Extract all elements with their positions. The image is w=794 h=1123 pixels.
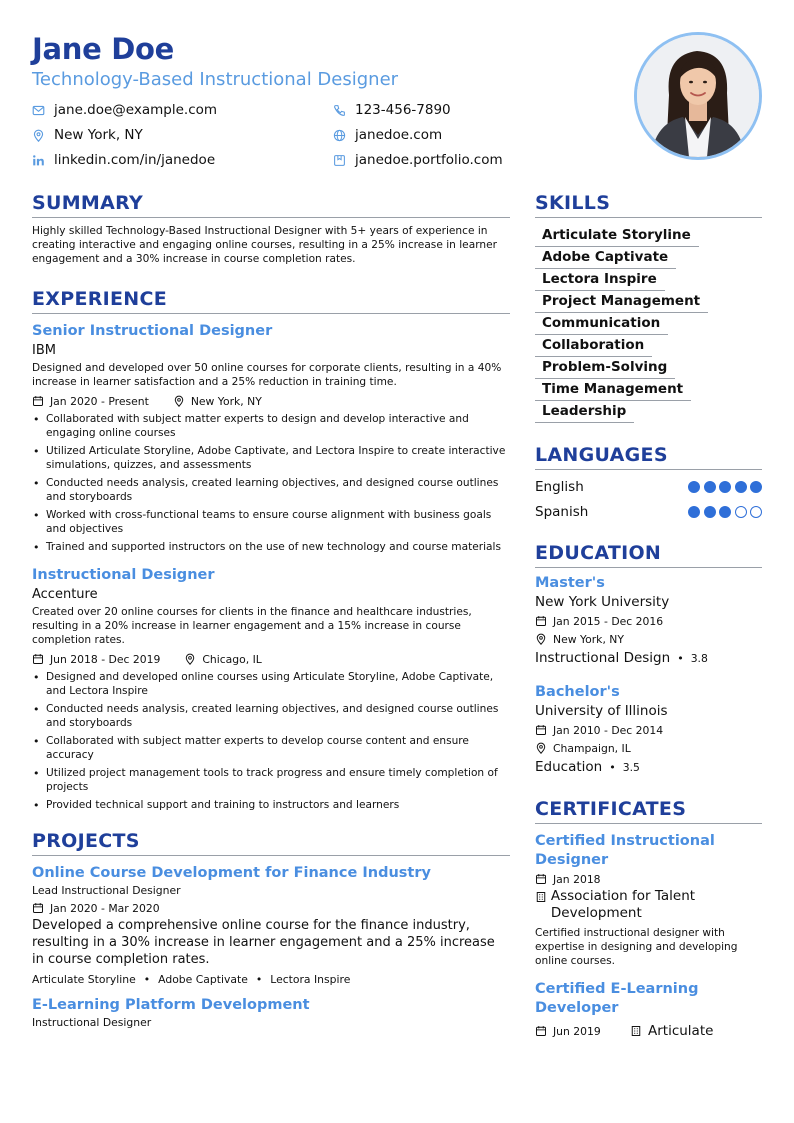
left-column <box>32 190 510 1031</box>
contact-website[interactable] <box>333 125 442 145</box>
project-title: Online Course Development for Finance Industry <box>32 865 431 881</box>
location-pin-icon <box>184 653 202 665</box>
level-dot-filled <box>688 506 700 518</box>
level-dot-filled <box>750 481 762 493</box>
language-item <box>535 499 762 524</box>
experience-item <box>32 322 510 554</box>
location-pin-icon <box>173 395 191 407</box>
contact-linkedin[interactable] <box>32 150 215 170</box>
location-pin-icon <box>535 742 553 754</box>
certificate-date: Jan 2018 <box>553 872 601 886</box>
language-level <box>685 481 763 493</box>
summary-heading: SUMMARY <box>32 190 510 218</box>
education-location: New York, NY <box>553 632 624 646</box>
project-tag: Articulate Storyline <box>32 973 136 986</box>
education-field: Education • 3.5 <box>535 759 640 775</box>
summary-text: Highly skilled Technology-Based Instructional Designer with 5+ years of experience in creating interactive and engaging online courses, resulting in a 25% increase in learner engagement and a 30% increase in course completion rates. <box>32 225 497 265</box>
level-dot-filled <box>704 506 716 518</box>
certificate-issuer-row <box>535 888 762 922</box>
level-dot-filled <box>719 506 731 518</box>
skill-tag: Communication <box>535 313 668 335</box>
school-name: University of Illinois <box>535 703 668 719</box>
languages-list <box>535 474 762 524</box>
level-dot-filled <box>688 481 700 493</box>
certificate-title: Certified E-Learning Developer <box>535 981 699 1016</box>
job-position: Instructional Designer <box>32 567 215 583</box>
skill-tag: Articulate Storyline <box>535 225 699 247</box>
company-name: Accenture <box>32 587 98 602</box>
project-description: Developed a comprehensive online course for the finance industry, resulting in a 30% increase in learner engagement and a 25% increase in course completion rates. <box>32 918 495 967</box>
contact-phone[interactable] <box>333 100 451 120</box>
education-dates: Jan 2010 - Dec 2014 <box>553 723 664 737</box>
projects-heading: PROJECTS <box>32 828 510 856</box>
level-dot-empty <box>735 506 747 518</box>
list-item: • Worked with cross-functional teams to ensure course alignment with business goals and objectives <box>32 508 510 536</box>
job-meta <box>32 393 510 409</box>
list-item: • Conducted needs analysis, created learning objectives, and designed course outlines and storyboards <box>32 702 510 730</box>
job-position: Senior Instructional Designer <box>32 323 273 339</box>
contact-portfolio[interactable] <box>333 150 503 170</box>
project-meta <box>32 900 510 916</box>
project-role: Instructional Designer <box>32 1016 152 1029</box>
contact-email[interactable] <box>32 100 217 120</box>
list-item: • Collaborated with subject matter experts to develop course content and ensure accuracy <box>32 734 510 762</box>
full-name: Jane Doe <box>32 32 175 66</box>
location-pin-icon <box>535 633 553 645</box>
skill-tag: Lectora Inspire <box>535 269 665 291</box>
list-item: • Designed and developed online courses using Articulate Storyline, Adobe Captivate, and Lectora Inspire <box>32 670 510 698</box>
level-dot-filled <box>719 481 731 493</box>
project-item <box>32 864 510 988</box>
calendar-icon <box>32 653 50 665</box>
skill-tag: Time Management <box>535 379 691 401</box>
language-item <box>535 474 762 499</box>
project-tag: Adobe Captivate <box>158 973 248 986</box>
degree: Bachelor's <box>535 684 620 700</box>
calendar-icon <box>32 395 50 407</box>
certificates-heading: CERTIFICATES <box>535 796 762 824</box>
linkedin-text: linkedin.com/in/janedoe <box>54 152 216 168</box>
education-field: Instructional Design • 3.8 <box>535 650 708 666</box>
portfolio-text: janedoe.portfolio.com <box>355 152 503 168</box>
education-heading: EDUCATION <box>535 540 762 568</box>
skill-tag: Leadership <box>535 401 634 423</box>
education-dates-row <box>535 721 762 739</box>
linkedin-icon <box>32 154 54 167</box>
level-dot-filled <box>735 481 747 493</box>
project-role: Lead Instructional Designer <box>32 884 181 897</box>
portfolio-icon <box>333 154 355 167</box>
contact-info <box>32 100 592 176</box>
list-item: • Utilized Articulate Storyline, Adobe Captivate, and Lectora Inspire to create interactive simulations, quizzes, and assessments <box>32 444 510 472</box>
education-location-row <box>535 630 762 648</box>
education-dates-row <box>535 612 762 630</box>
phone-text: 123-456-7890 <box>355 102 451 118</box>
degree: Master's <box>535 575 605 591</box>
job-description: Designed and developed over 50 online courses for corporate clients, resulting in a 40% increase in learner satisfaction and a 25% reduction in training time. <box>32 362 502 388</box>
resume-header <box>32 30 592 176</box>
experience-heading: EXPERIENCE <box>32 286 510 314</box>
job-meta <box>32 651 510 667</box>
location-text: New York, NY <box>54 127 143 143</box>
job-dates: Jan 2020 - Present <box>50 394 149 408</box>
certificate-description: Certified instructional designer with expertise in designing and developing online courses. <box>535 927 738 967</box>
language-name: English <box>535 478 584 495</box>
building-icon <box>535 888 551 903</box>
language-name: Spanish <box>535 503 589 520</box>
certificate-item <box>535 832 762 968</box>
education-location: Champaign, IL <box>553 741 631 755</box>
education-item <box>535 574 762 669</box>
skill-tag: Project Management <box>535 291 708 313</box>
company-name: IBM <box>32 343 56 358</box>
list-item: • Utilized project management tools to track progress and ensure timely completion of projects <box>32 766 510 794</box>
project-item <box>32 996 510 1031</box>
contact-location <box>32 125 143 145</box>
list-item: • Collaborated with subject matter experts to design and develop interactive and engaging online courses <box>32 412 510 440</box>
website-text: janedoe.com <box>355 127 443 143</box>
certificate-date-row <box>535 870 762 888</box>
globe-icon <box>333 129 355 142</box>
building-icon <box>630 1025 648 1037</box>
certificate-issuer: Association for Talent Development <box>550 888 696 921</box>
location-pin-icon <box>32 129 54 142</box>
job-description: Created over 20 online courses for clients in the finance and healthcare industries, resulting in a 20% increase in learner engagement and a 15% increase in course completion rates. <box>32 606 472 646</box>
job-dates: Jun 2018 - Dec 2019 <box>50 652 161 666</box>
calendar-icon <box>535 724 553 736</box>
calendar-icon <box>535 615 553 627</box>
project-tags: Articulate Storyline • Adobe Captivate • Lectora Inspire <box>32 973 351 986</box>
job-location: New York, NY <box>190 394 262 408</box>
language-level <box>685 506 763 518</box>
skills-heading: SKILLS <box>535 190 762 218</box>
certificate-meta-row <box>535 1020 762 1042</box>
job-location: Chicago, IL <box>202 652 262 666</box>
gpa: 3.8 <box>690 652 708 665</box>
email-text: jane.doe@example.com <box>54 102 218 118</box>
skills-list <box>535 224 762 422</box>
job-title: Technology-Based Instructional Designer <box>32 69 399 90</box>
certificate-issuer: Articulate <box>648 1023 714 1039</box>
field-of-study: Instructional Design <box>535 650 671 666</box>
phone-icon <box>333 104 355 117</box>
languages-heading: LANGUAGES <box>535 442 762 470</box>
field-of-study: Education <box>535 759 603 775</box>
education-item <box>535 683 762 778</box>
job-bullets <box>32 412 510 554</box>
right-column <box>535 190 762 1042</box>
skill-tag: Adobe Captivate <box>535 247 676 269</box>
avatar <box>637 35 759 157</box>
certificate-title: Certified Instructional Designer <box>535 833 715 868</box>
project-tag: Lectora Inspire <box>270 973 351 986</box>
school-name: New York University <box>535 594 670 610</box>
envelope-icon <box>32 104 54 117</box>
level-dot-filled <box>704 481 716 493</box>
skill-tag: Problem-Solving <box>535 357 675 379</box>
gpa: 3.5 <box>622 761 640 774</box>
skill-tag: Collaboration <box>535 335 652 357</box>
education-location-row <box>535 739 762 757</box>
profile-photo <box>634 32 762 160</box>
job-bullets <box>32 670 510 812</box>
list-item: • Conducted needs analysis, created learning objectives, and designed course outlines and storyboards <box>32 476 510 504</box>
list-item: • Provided technical support and training to instructors and learners <box>32 798 510 812</box>
project-title: E-Learning Platform Development <box>32 997 310 1013</box>
list-item: • Trained and supported instructors on the use of new technology and course materials <box>32 540 510 554</box>
experience-item <box>32 566 510 812</box>
calendar-icon <box>535 1025 553 1037</box>
certificate-date: Jun 2019 <box>553 1024 601 1038</box>
calendar-icon <box>535 873 553 885</box>
level-dot-empty <box>750 506 762 518</box>
calendar-icon <box>32 902 50 914</box>
education-dates: Jan 2015 - Dec 2016 <box>553 614 664 628</box>
certificate-item <box>535 980 762 1042</box>
project-dates: Jan 2020 - Mar 2020 <box>50 901 160 915</box>
